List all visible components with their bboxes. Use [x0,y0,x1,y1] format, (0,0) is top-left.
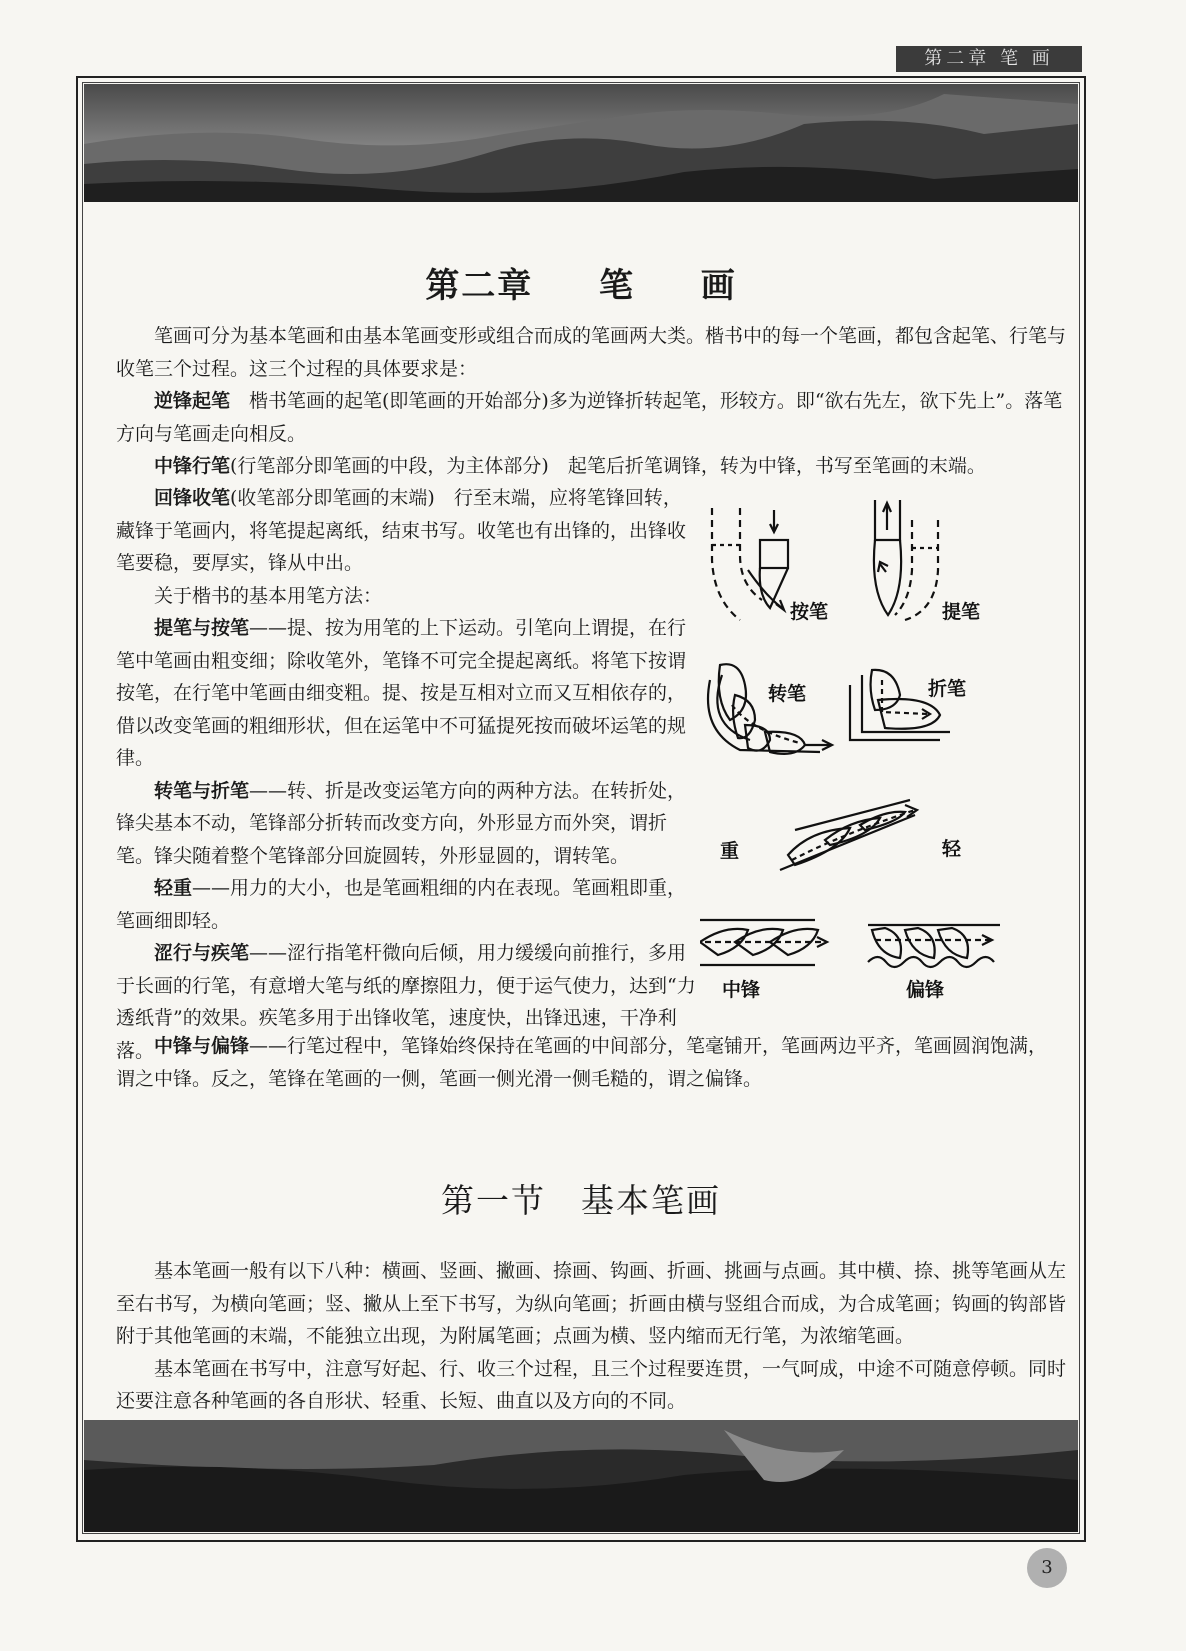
section-body [116,1255,1066,1418]
label-qing: 轻 [942,838,962,860]
term-text: 楷书笔画的起笔(即笔画的开始部分)多为逆锋折转起笔，形较方。即“欲右先左，欲下先上”。落笔方向与笔画走向相反。 [116,390,1063,445]
section-paragraph: 基本笔画在书写中，注意写好起、行、收三个过程，且三个过程要连贯，一气呵成，中途不可随意停顿。同时还要注意各种笔画的各自形状、轻重、长短、曲直以及方向的不同。 [116,1357,1067,1412]
term-paragraph [116,385,1066,450]
left-column [116,482,698,1067]
side-tip-diagram [868,925,1000,967]
method-text: ——行笔过程中，笔锋始终保持在笔画的中间部分，笔毫铺开，笔画两边平齐，笔画圆润饱满，谓之中锋。反之，笔锋在笔画的一侧，笔画一侧光滑一侧毛糙的，谓之偏锋。 [116,1035,1048,1090]
chapter-title-part1: 第二章 [425,266,534,306]
method-label: 涩行与疾笔 [154,942,250,964]
label-zhuan: 转笔 [768,683,807,705]
method-text: ——提、按为用笔的上下运动。引笔向上谓提，在行笔中笔画由粗变细；除收笔外，笔锋不可完全提起离纸。将笔下按谓按笔，在行笔中笔画由细变粗。提、按是互相对立而又互相依存的，借以改变笔画的粗细形状，但在运笔中不可猛提死按而破坏运笔的规律。 [116,617,687,769]
label-ti: 提笔 [942,601,981,623]
center-tip-diagram [700,920,827,965]
chapter-title [84,258,1078,307]
label-pianfeng: 偏锋 [906,979,945,1001]
method-paragraph [116,872,698,937]
turn-brush-diagram [708,664,832,754]
label-an: 按笔 [790,601,829,623]
method-label: 转笔与折笔 [154,779,250,802]
term-text: (行笔部分即笔画的中段，为主体部分) 起笔后折笔调锋，转为中锋，书写至笔画的末端。 [230,455,986,477]
heavy-light-diagram [780,800,917,870]
lift-brush-diagram [874,500,938,620]
press-brush-diagram [712,508,788,620]
label-zhe: 折笔 [928,678,967,700]
method-label: 中锋与偏锋 [154,1035,250,1057]
intro-block [116,320,1066,483]
method-text: ——转、折是改变运笔方向的两种方法。在转折处，锋尖基本不动，笔锋部分折转而改变方向，外形显方而外突，谓折笔。锋尖随着整个笔锋部分回旋圆转，外形显圆的，谓转笔。 [116,779,687,867]
term-paragraph [116,482,698,580]
method-text: ——用力的大小，也是笔画粗细的内在表现。笔画粗即重，笔画细即轻。 [116,877,687,932]
method-paragraph [116,775,698,873]
term-text: (收笔部分即笔画的末端) 行至末端，应将笔锋回转，藏锋于笔画内，将笔提起离纸，结束书写。收笔也有出锋的，出锋收笔要稳，要厚实，锋从中出。 [116,487,687,574]
section-paragraph: 基本笔画一般有以下八种：横画、竖画、撇画、捺画、钩画、折画、挑画与点画。其中横、捺、挑等笔画从左至右书写，为横向笔画；竖、撇从上至下书写，为纵向笔画；折画由横与竖组合而成，为合成笔画；钩画的钩部皆附于其他笔画的末端，不能独立出现，为附属笔画；点画为横、竖内缩而无行笔，为浓缩笔画。 [116,1260,1067,1347]
label-zhong: 重 [720,840,740,862]
method-label: 提笔与按笔 [154,617,250,639]
term-label: 回锋收笔 [154,487,231,509]
term-label: 逆锋起笔 [154,390,231,412]
method-label: 轻重 [154,877,193,899]
brush-technique-figure [700,500,1080,1060]
label-zhongfeng: 中锋 [722,979,761,1001]
landscape-banner-bottom [84,1420,1078,1532]
term-paragraph [116,450,1066,483]
method-text: ——涩行指笔杆微向后倾，用力缓缓向前推行，多用于长画的行笔，有意增大笔与纸的摩擦阻力，便于运气使力，达到“力透纸背”的效果。疾笔多用于出锋收笔，速度快，出锋迅速，干净利落。 [116,942,696,1062]
chapter-title-part3: 画 [700,266,737,306]
intro-paragraph: 笔画可分为基本笔画和由基本笔画变形或组合而成的笔画两大类。楷书中的每一个笔画，都包含起笔、行笔与收笔三个过程。这三个过程的具体要求是： [116,325,1067,380]
section-title: 第一节 基本笔画 [441,1181,721,1220]
methods-intro: 关于楷书的基本用笔方法： [154,584,383,607]
landscape-banner-top [84,84,1078,202]
term-label: 中锋行笔 [154,455,231,477]
method-paragraph [116,612,698,775]
page-number: 3 [1027,1548,1067,1588]
running-header: 第二章 笔 画 [896,46,1082,72]
chapter-title-part2: 笔 [599,266,635,306]
